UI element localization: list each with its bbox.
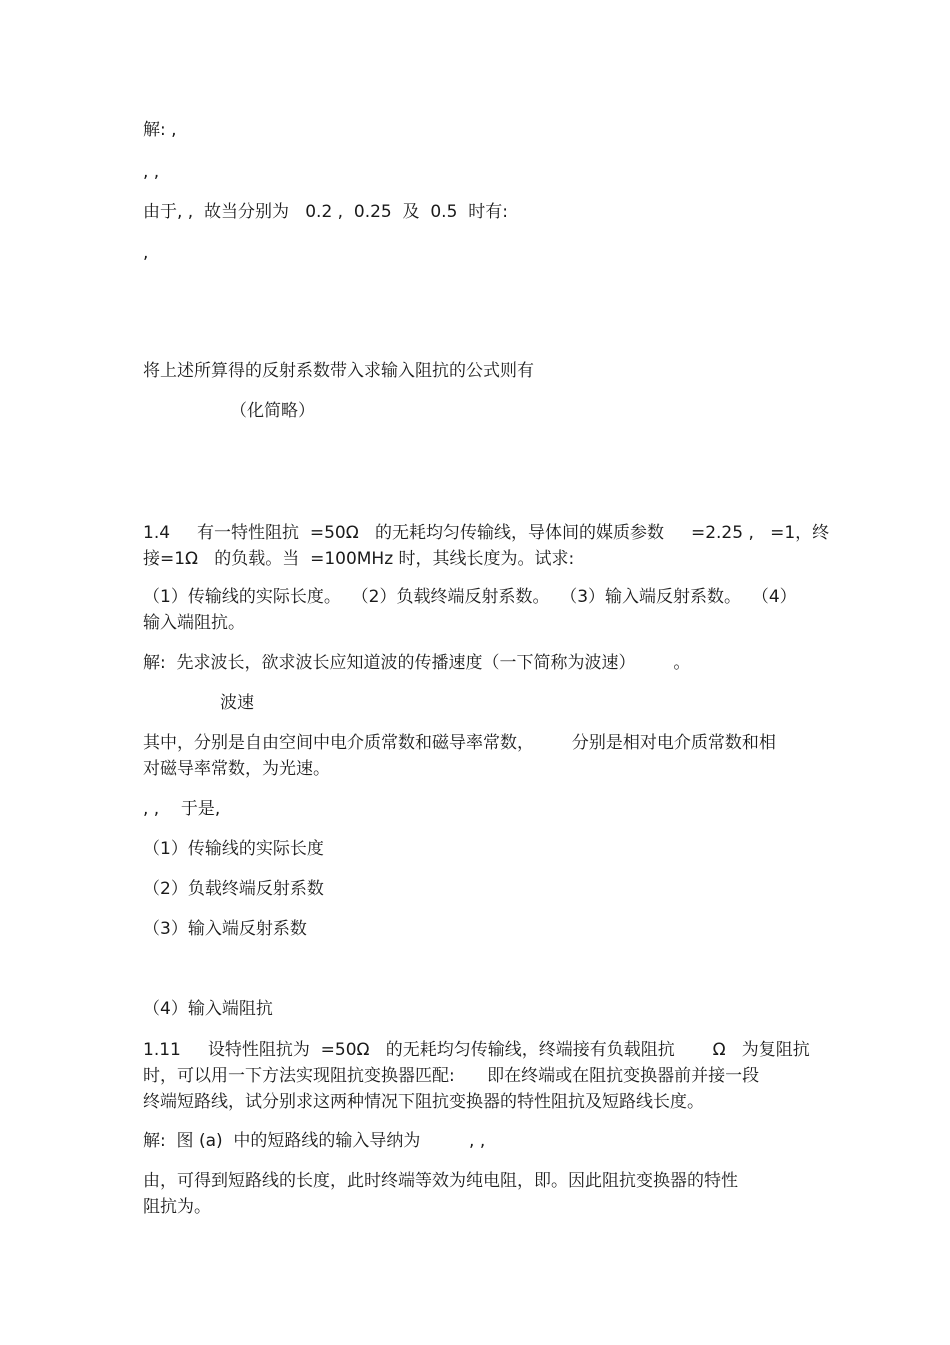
text-line: 阻抗为。 [143,1197,211,1217]
text-line: （3）输入端反射系数 [143,919,307,939]
text-line: , , 于是, [143,799,221,819]
text-line: 由于, , 故当分别为 0.2 , 0.25 及 0.5 时有: [143,202,508,222]
text-line: （4）输入端阻抗 [143,999,273,1019]
text-line: 将上述所算得的反射系数带入求输入阻抗的公式则有 [143,361,534,381]
text-line: 输入端阻抗。 [143,613,245,633]
text-line: 对磁导率常数，为光速。 [143,759,330,779]
text-line: （1）传输线的实际长度。 （2）负载终端反射系数。 （3）输入端反射系数。 （4） [143,587,797,607]
text-line: 解: 图 (a) 中的短路线的输入导纳为 , , [143,1131,486,1151]
text-line: （2）负载终端反射系数 [143,879,324,899]
text-line: （化简略） [230,401,315,421]
text-line: 解: , [143,120,177,140]
problem-heading: 1.4 有一特性阻抗 =50Ω 的无耗均匀传输线，导体间的媒质参数 =2.25 , =1，终 [143,523,830,543]
text-line: , , [143,162,160,182]
text-line: 时，可以用一下方法实现阻抗变换器匹配: 即在终端或在阻抗变换器前并接一段 [143,1066,760,1086]
text-line: （1）传输线的实际长度 [143,839,324,859]
problem-heading: 1.11 设特性阻抗为 =50Ω 的无耗均匀传输线，终端接有负载阻抗 Ω 为复阻抗 [143,1040,810,1060]
text-line: 由，可得到短路线的长度，此时终端等效为纯电阻，即。因此阻抗变换器的特性 [143,1171,738,1191]
text-line: 解: 先求波长，欲求波长应知道波的传播速度（一下简称为波速） 。 [143,653,691,673]
text-line: 终端短路线，试分别求这两种情况下阻抗变换器的特性阻抗及短路线长度。 [143,1092,704,1112]
text-line: , [143,243,149,263]
text-line: 其中，分别是自由空间中电介质常数和磁导率常数， 分别是相对电介质常数和相 [143,733,776,753]
text-line: 波速 [220,693,254,713]
text-line: 接=1Ω 的负载。当 =100MHz 时，其线长度为。试求: [143,549,575,569]
